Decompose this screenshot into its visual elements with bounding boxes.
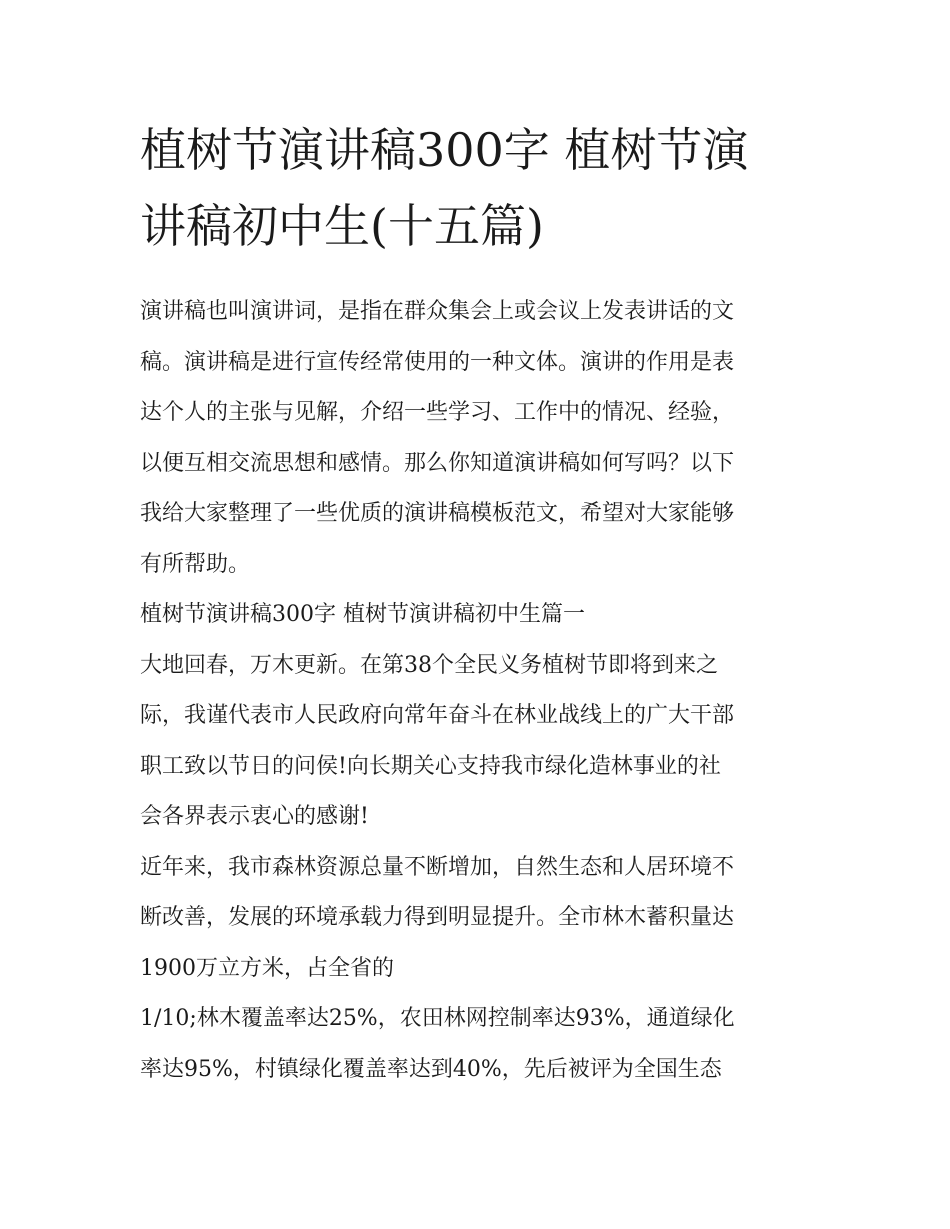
intro-line: 达个人的主张与见解，介绍一些学习、工作中的情况、经验， bbox=[140, 400, 735, 425]
paragraph-line: 1900万立方米，占全省的 bbox=[140, 955, 394, 981]
document-title bbox=[140, 112, 816, 264]
paragraph-line: 率达95%，村镇绿化覆盖率达到40%，先后被评为全国生态 bbox=[140, 1056, 722, 1082]
body-paragraph-1 bbox=[140, 641, 816, 843]
paragraph-line: 际，我谨代表市人民政府向常年奋斗在林业战线上的广大干部 bbox=[140, 703, 735, 728]
title-line-1: 植树节演讲稿300字 植树节演 bbox=[140, 123, 749, 177]
intro-line: 演讲稿也叫演讲词，是指在群众集会上或会议上发表讲话的文 bbox=[140, 299, 735, 324]
paragraph-line: 职工致以节日的问侯!向长期关心支持我市绿化造林事业的社 bbox=[140, 753, 721, 779]
intro-line: 稿。演讲稿是进行宣传经常使用的一种文体。演讲的作用是表 bbox=[140, 349, 735, 375]
body-paragraph-2 bbox=[140, 843, 816, 995]
paragraph-line: 1/10;林木覆盖率达25%，农田林网控制率达93%，通道绿化 bbox=[140, 1006, 735, 1031]
intro-paragraph bbox=[140, 287, 816, 590]
intro-line: 我给大家整理了一些优质的演讲稿模板范文，希望对大家能够 bbox=[140, 501, 735, 526]
intro-line: 有所帮助。 bbox=[140, 551, 251, 577]
title-line-2: 讲稿初中生(十五篇) bbox=[140, 199, 544, 253]
paragraph-line: 大地回春，万木更新。在第38个全民义务植树节即将到来之 bbox=[140, 652, 718, 678]
document-page bbox=[140, 112, 816, 1095]
section-heading: 植树节演讲稿300字 植树节演讲稿初中生篇一 bbox=[140, 602, 585, 627]
paragraph-line: 会各界表示衷心的感谢! bbox=[140, 804, 369, 829]
paragraph-line: 近年来，我市森林资源总量不断增加，自然生态和人居环境不 bbox=[140, 854, 735, 880]
body-paragraph-3 bbox=[140, 994, 816, 1095]
intro-line: 以便互相交流思想和感情。那么你知道演讲稿如何写吗？以下 bbox=[140, 450, 735, 476]
paragraph-line: 断改善，发展的环境承载力得到明显提升。全市林木蓄积量达 bbox=[140, 905, 735, 930]
